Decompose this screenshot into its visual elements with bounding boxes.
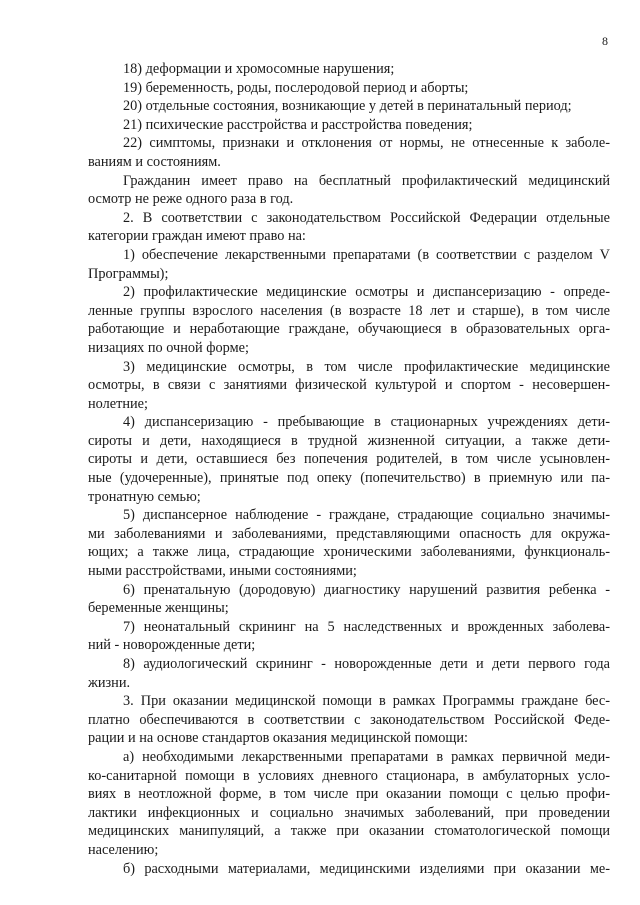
text-line: 7) неонатальный скрининг на 5 наследственных и врожденных заболева- — [123, 618, 610, 635]
document-body — [88, 60, 610, 878]
text-line: 4) диспансеризацию - пребывающие в стационарных учреждениях дети- — [123, 414, 610, 431]
text-line: 3) медицинские осмотры, в том числе профилактические медицинские — [123, 358, 610, 375]
text-line: осмотры, в связи с занятиями физической культурой и спортом - несовершен- — [88, 377, 610, 394]
text-line: лактики инфекционных и социально значимых заболеваний, при проведении — [88, 804, 610, 821]
text-line: категории граждан имеют право на: — [88, 228, 306, 245]
text-line: ленные группы взрослого населения (в возрасте 18 лет и старше), в том числе — [88, 302, 610, 319]
text-line: 21) психические расстройства и расстройства поведения; — [123, 116, 473, 133]
text-line: 20) отдельные состояния, возникающие у детей в перинатальный период; — [123, 98, 572, 115]
text-line: низациях по очной форме; — [88, 339, 249, 356]
text-line: 18) деформации и хромосомные нарушения; — [123, 61, 395, 77]
text-line: жизни. — [88, 674, 131, 691]
text-line: ваниям и состояниям. — [88, 153, 221, 170]
text-line: ко-санитарной помощи в условиях дневного стационара, в амбулаторных усло- — [88, 767, 610, 784]
text-line: работающие и неработающие граждане, обучающиеся в образовательных орга- — [88, 321, 610, 338]
text-line: 22) симптомы, признаки и отклонения от нормы, не отнесенные к заболе- — [123, 135, 610, 152]
text-line: тронатную семью; — [88, 488, 201, 505]
text-line: 3. При оказании медицинской помощи в рамках Программы граждане бес- — [123, 693, 610, 710]
text-line: сироты и дети, оставшиеся без попечения родителей, в том числе усыновлен- — [88, 451, 610, 468]
text-line: 1) обеспечение лекарственными препаратами (в соответствии с разделом V — [123, 246, 610, 263]
text-line: 19) беременность, роды, послеродовой период и аборты; — [123, 79, 469, 96]
text-line: населению; — [88, 841, 159, 858]
text-line: сироты и дети, находящиеся в трудной жизненной ситуации, а также дети- — [88, 432, 610, 449]
text-line: ные (удочеренные), принятые под опеку (попечительство) в приемную или па- — [88, 470, 610, 487]
text-line: б) расходными материалами, медицинскими изделиями при оказании ме- — [123, 860, 610, 877]
text-line: ными расстройствами, иными состояниями; — [88, 563, 357, 580]
text-line: 6) пренатальную (дородовую) диагностику нарушений развития ребенка - — [123, 581, 610, 598]
text-line: рации и на основе стандартов оказания медицинской помощи: — [88, 730, 468, 747]
text-line: нолетние; — [88, 395, 148, 412]
text-line: Программы); — [88, 265, 169, 282]
text-line: виях в неотложной форме, в том числе при оказании помощи с целью профи- — [88, 786, 610, 803]
text-line: а) необходимыми лекарственными препаратами в рамках первичной меди- — [123, 748, 610, 765]
text-line: ний - новорожденные дети; — [88, 637, 256, 654]
text-line: платно обеспечиваются в соответствии с законодательством Российской Феде- — [88, 711, 610, 728]
text-line: ми заболеваниями и заболеваниями, представляющими опасность для окружа- — [88, 525, 610, 542]
text-line: 5) диспансерное наблюдение - граждане, страдающие социально значимы- — [123, 507, 610, 524]
text-line: беременные женщины; — [88, 600, 229, 617]
text-line: 8) аудиологический скрининг - новорожденные дети и дети первого года — [123, 656, 610, 672]
page-number: 8 — [602, 34, 608, 48]
text-line: Гражданин имеет право на бесплатный профилактический медицинский — [123, 172, 610, 189]
text-line: ющих; а также лица, страдающие хроническими заболеваниями, функциональ- — [88, 544, 610, 561]
text-line: 2) профилактические медицинские осмотры и диспансеризацию - опреде- — [123, 284, 610, 301]
text-line: 2. В соответствии с законодательством Российской Федерации отдельные — [123, 209, 610, 226]
text-line: медицинских манипуляций, а также при оказании стоматологической помощи — [88, 823, 610, 840]
text-line: осмотр не реже одного раза в год. — [88, 191, 294, 208]
